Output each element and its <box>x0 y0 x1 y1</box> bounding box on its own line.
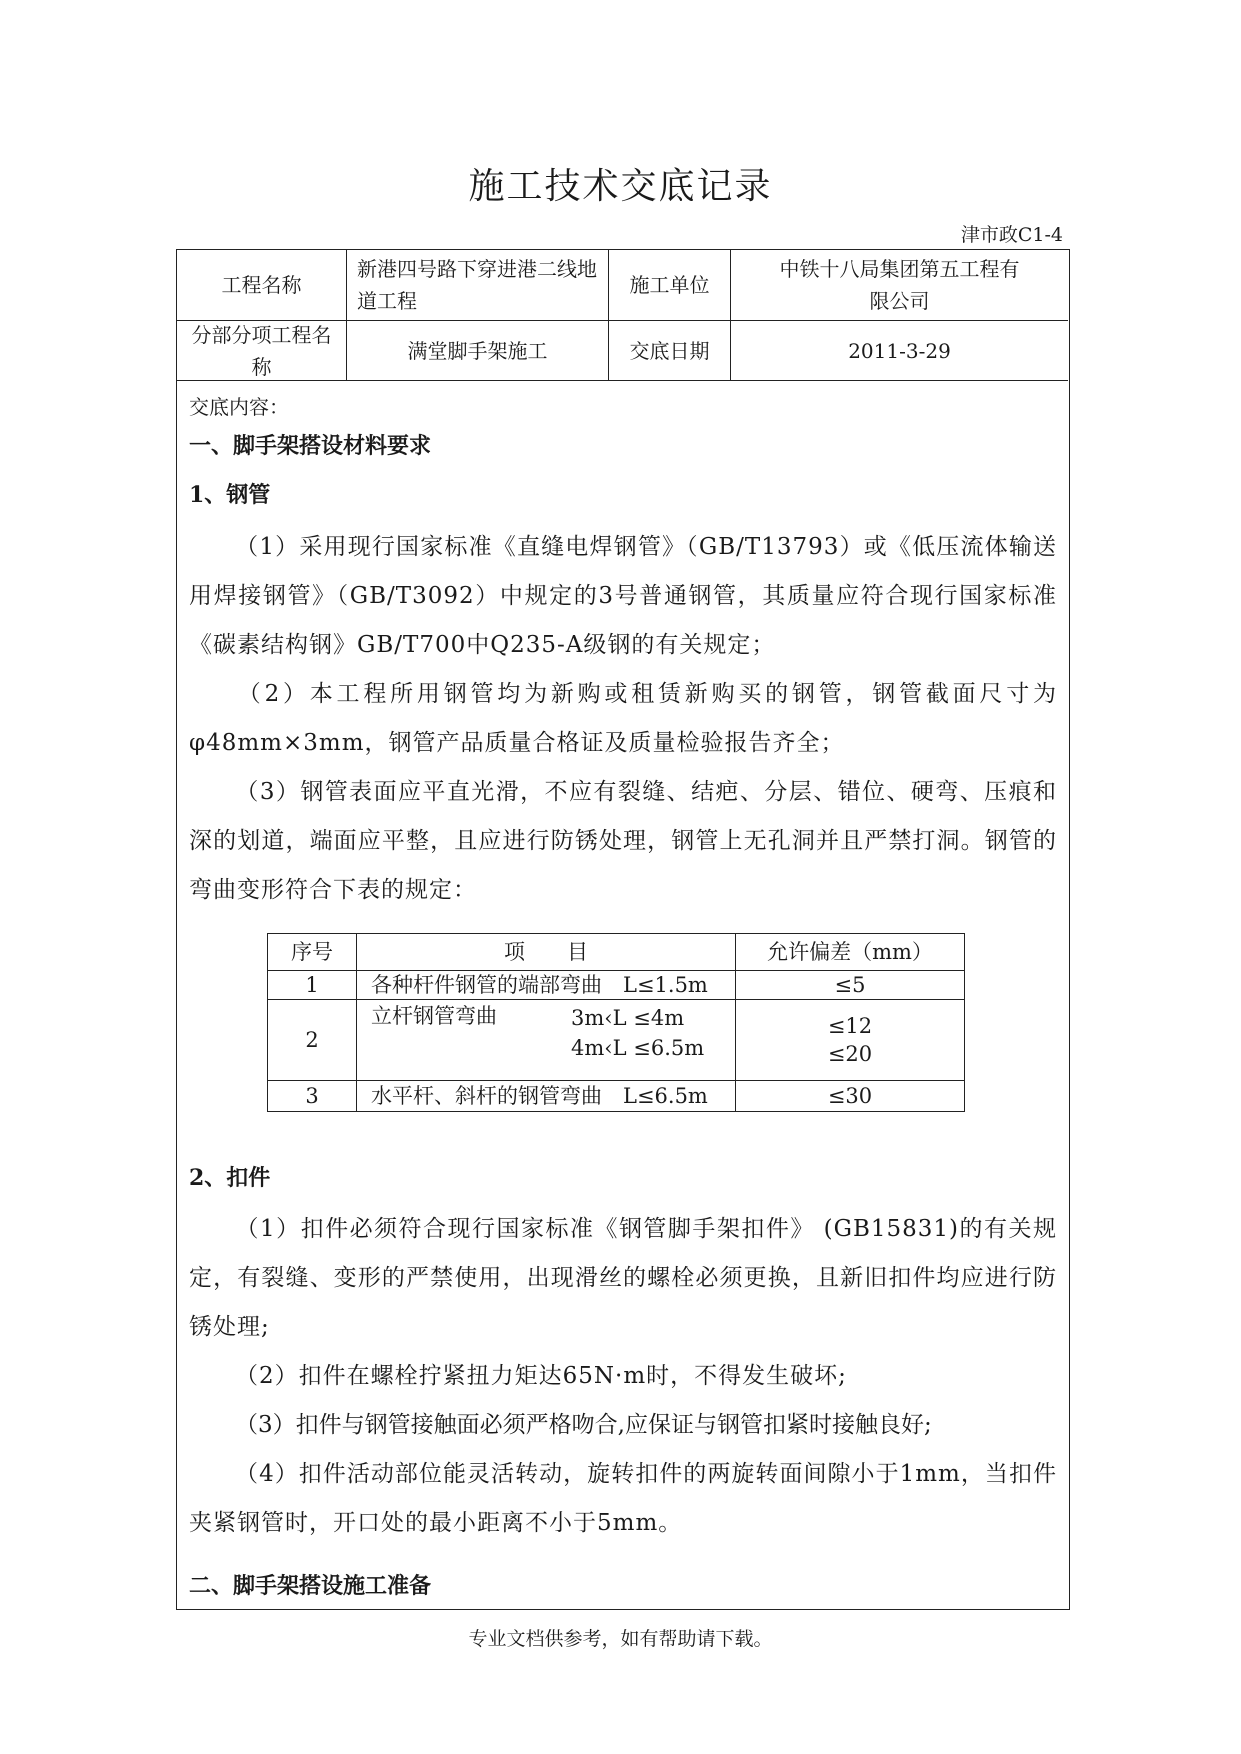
row-no: 2 <box>268 1000 357 1081</box>
page-title: 施工技术交底记录 <box>468 166 773 207</box>
content-label: 交底内容： <box>189 395 289 419</box>
section2-title: 二、脚手架搭设施工准备 <box>189 1573 432 1599</box>
row-item <box>357 1000 736 1081</box>
paragraph-4: （1）扣件必须符合现行国家标准《钢管脚手架扣件》 (GB15831)的有关规定，有裂缝、变形的严禁使用，出现滑丝的螺栓必须更换，且新旧扣件均应进行防锈处理; <box>189 1216 1057 1340</box>
row-item: 各种杆件钢管的端部弯曲 L≤1.5m <box>357 971 736 1000</box>
record-frame <box>176 249 1070 1610</box>
sub-project-value: 满堂脚手架施工 <box>347 321 609 381</box>
table-row <box>268 1081 965 1112</box>
sub2-title: 2、扣件 <box>189 1165 271 1191</box>
tolerance-table <box>267 933 965 1112</box>
paragraph-3: （3）钢管表面应平直光滑，不应有裂缝、结疤、分层、错位、硬弯、压痕和深的划道，端面应平整，且应进行防锈处理，钢管上无孔洞并且严禁打洞。钢管的弯曲变形符合下表的规定： <box>189 779 1057 903</box>
sub-project-label: 分部分项工程名称 <box>177 321 347 381</box>
paragraph-6: （3）扣件与钢管接触面必须严格吻合,应保证与钢管扣紧时接触良好; <box>235 1412 932 1438</box>
paragraph-7: （4）扣件活动部位能灵活转动，旋转扣件的两旋转面间隙小于1mm，当扣件夹紧钢管时，开口处的最小距离不小于5mm。 <box>189 1461 1057 1536</box>
row-item-label: 立杆钢管弯曲 <box>371 1004 497 1028</box>
col-header-tolerance: 允许偏差（mm） <box>736 934 965 971</box>
paragraph-2: （2）本工程所用钢管均为新购或租赁新购买的钢管，钢管截面尺寸为φ48mm×3mm，钢管产品质量合格证及质量检验报告齐全； <box>189 681 1057 756</box>
col-header-no: 序号 <box>268 934 357 971</box>
row-tolerance: ≤5 <box>736 971 965 1000</box>
form-code: 津市政C1-4 <box>960 224 1063 246</box>
row-tolerance-2: ≤20 <box>827 1042 873 1066</box>
row-item-range-1: 3m‹L ≤4m <box>571 1006 685 1030</box>
paragraph-5: （2）扣件在螺栓拧紧扭力矩达65N·m时，不得发生破坏; <box>235 1363 847 1389</box>
contractor-value: 中铁十八局集团第五工程有限公司 <box>731 250 1068 321</box>
paragraph-1: （1）采用现行国家标准《直缝电焊钢管》（GB/T13793）或《低压流体输送用焊接钢管》（GB/T3092）中规定的3号普通钢管，其质量应符合现行国家标准《碳素结构钢》GB/T700中Q235-A级钢的有关规定； <box>189 534 1057 658</box>
sub1-title: 1、钢管 <box>189 482 271 508</box>
table-header-row <box>268 934 965 971</box>
row-tolerance: ≤30 <box>736 1081 965 1112</box>
table-row <box>268 1000 965 1081</box>
date-value: 2011-3-29 <box>731 321 1068 381</box>
col-header-item: 项 目 <box>357 934 736 971</box>
row-item: 水平杆、斜杆的钢管弯曲 L≤6.5m <box>357 1081 736 1112</box>
table-row <box>268 971 965 1000</box>
row-tolerance <box>736 1000 965 1081</box>
section1-title: 一、脚手架搭设材料要求 <box>189 433 432 459</box>
project-name-label: 工程名称 <box>177 250 347 321</box>
contractor-label: 施工单位 <box>609 250 731 321</box>
footer-note: 专业文档供参考，如有帮助请下载。 <box>468 1628 773 1650</box>
row-tolerance-1: ≤12 <box>827 1014 873 1038</box>
date-label: 交底日期 <box>609 321 731 381</box>
row-no: 3 <box>268 1081 357 1112</box>
row-item-range-2: 4m‹L ≤6.5m <box>571 1036 705 1060</box>
project-name-value: 新港四号路下穿进港二线地道工程 <box>347 250 609 321</box>
row-no: 1 <box>268 971 357 1000</box>
header-table <box>177 250 1068 381</box>
